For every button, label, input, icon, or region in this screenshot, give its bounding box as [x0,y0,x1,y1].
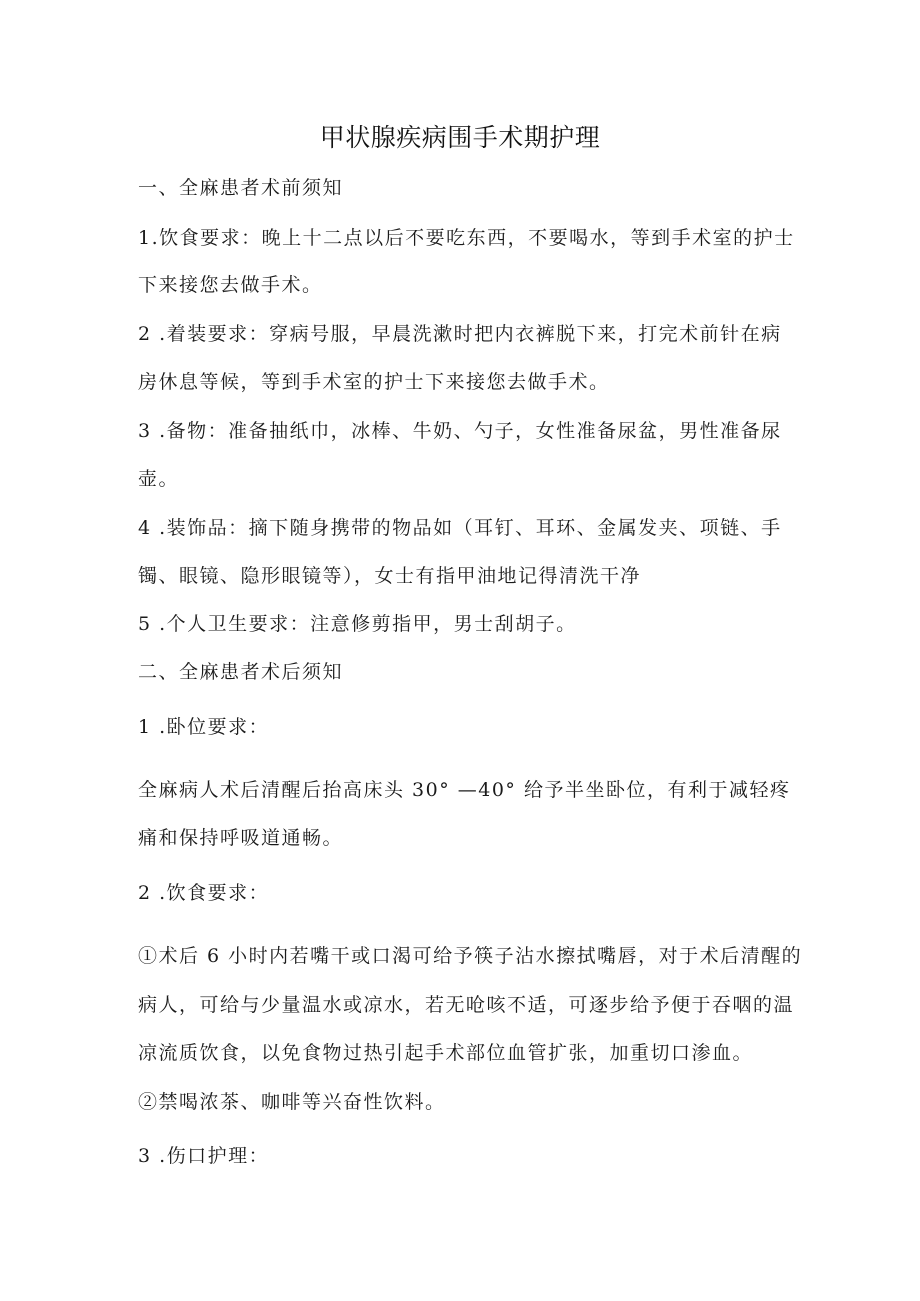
postop-sub-2-para-1-line-2: 病人，可给与少量温水或凉水，若无呛咳不适，可逐步给予便于吞咽的温 [138,994,795,1016]
postop-sub-2-para-1-line-3: 凉流质饮食，以免食物过热引起手术部位血管扩张，加重切口渗血。 [138,1042,754,1064]
preop-item-2-line-2: 房休息等候，等到手术室的护士下来接您去做手术。 [138,371,610,393]
postop-sub-2-heading: 2 .饮食要求： [138,882,270,904]
postop-sub-3-heading: 3 .伤口护理： [138,1145,270,1167]
postop-sub-2-para-1-line-1: ①术后 6 小时内若嘴干或口渴可给予筷子沾水擦拭嘴唇，对于术后清醒的 [138,945,803,967]
postop-sub-1-line-2: 痛和保持呼吸道通畅。 [138,827,344,849]
preop-item-4-line-2: 镯、眼镜、隐形眼镜等），女士有指甲油地记得清洗干净 [138,565,642,587]
document-title: 甲状腺疾病围手术期护理 [319,123,601,152]
preop-item-2-line-1: 2 .着装要求：穿病号服，早晨洗漱时把内衣裤脱下来，打完术前针在病 [138,323,782,345]
postop-sub-2-para-2-line-1: ②禁喝浓茶、咖啡等兴奋性饮料。 [138,1091,446,1113]
section-heading-preop: 一、全麻患者术前须知 [138,177,344,199]
preop-item-4-line-1: 4 .装饰品：摘下随身携带的物品如（耳钉、耳环、金属发夹、项链、手 [138,517,782,539]
preop-item-1-line-2: 下来接您去做手术。 [138,274,323,296]
preop-item-5-line-1: 5 .个人卫生要求：注意修剪指甲，男士刮胡子。 [138,613,577,635]
postop-sub-1-line-1: 全麻病人术后清醒后抬高床头 30° —40° 给予半坐卧位，有利于减轻疼 [138,779,791,801]
preop-item-3-line-1: 3 .备物：准备抽纸巾，冰棒、牛奶、勺子，女性准备尿盆，男性准备尿 [138,420,782,442]
section-heading-postop: 二、全麻患者术后须知 [138,661,344,683]
preop-item-1-line-1: 1.饮食要求：晚上十二点以后不要吃东西，不要喝水，等到手术室的护士 [138,227,795,249]
preop-item-3-line-2: 壶。 [138,468,180,490]
postop-sub-1-heading: 1 .卧位要求： [138,716,270,738]
